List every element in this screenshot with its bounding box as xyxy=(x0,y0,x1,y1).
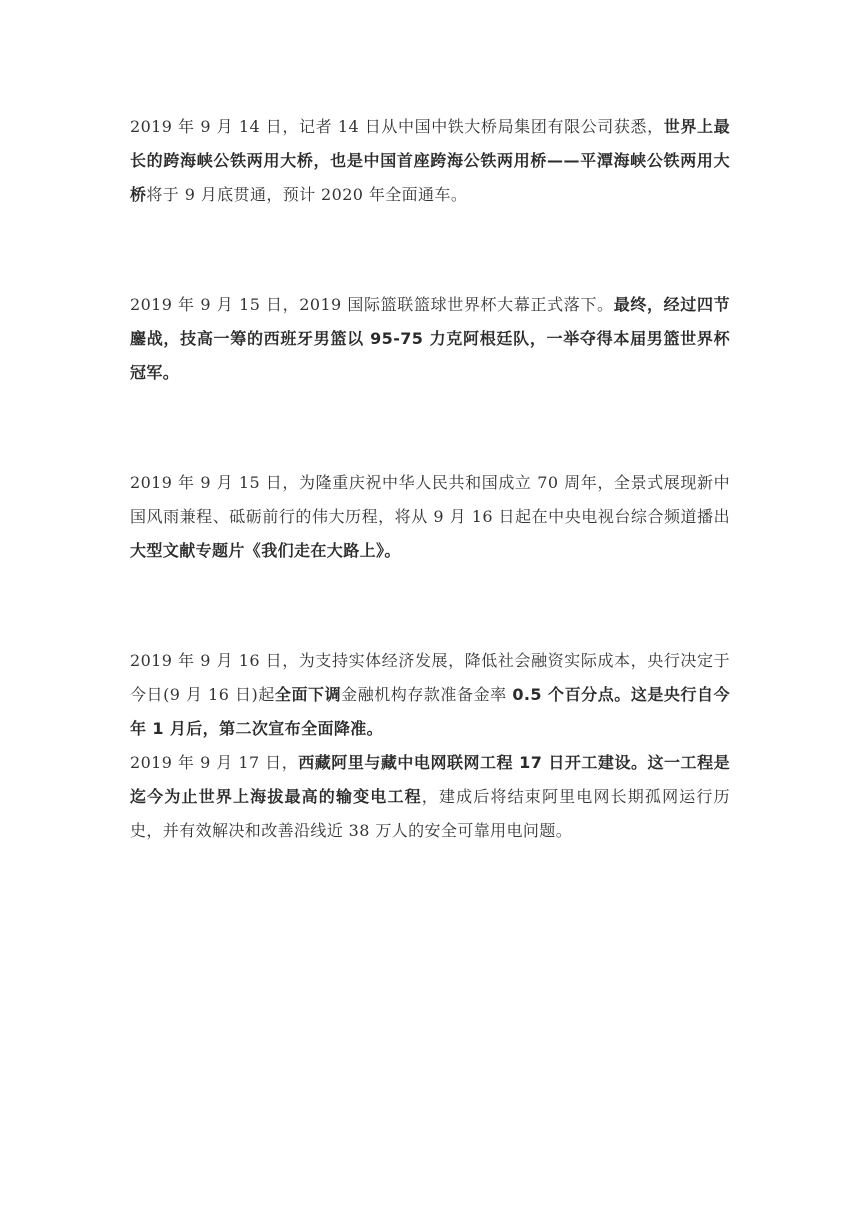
paragraph-gap xyxy=(130,568,730,644)
news-paragraph-5 xyxy=(130,746,730,848)
news-paragraph-2 xyxy=(130,288,730,390)
news-2-segment-1: 2019 年 9 月 15 日，2019 国际篮联篮球世界杯大幕正式落下。 xyxy=(130,295,614,314)
news-4-segment-4: 0.5 个百分点。这是央行自今年 1 月后，第二次宣布全面降准。 xyxy=(130,685,730,738)
news-4-segment-2: 全面下调 xyxy=(274,685,342,704)
news-5-segment-1: 2019 年 9 月 17 日， xyxy=(130,753,299,772)
paragraph-gap xyxy=(130,212,730,288)
paragraph-gap xyxy=(130,390,730,466)
news-paragraph-1 xyxy=(130,110,730,212)
document-page xyxy=(130,110,730,848)
news-1-segment-2: 世界上最长的跨海峡公铁两用大桥，也是中国首座跨海公铁两用桥——平潭海峡公铁两用大桥 xyxy=(130,117,730,204)
news-4-segment-3: 金融机构存款准备金率 xyxy=(341,685,513,704)
news-5-segment-3: ，建成后将结束阿里电网长期孤网运行历史，并有效解决和改善沿线近 38 万人的安全可靠用电问题。 xyxy=(130,787,730,840)
news-3-segment-2: 大型文献专题片《我们走在大路上》。 xyxy=(130,541,401,560)
news-4-segment-1: 2019 年 9 月 16 日，为支持实体经济发展，降低社会融资实际成本，央行决定于今日(9 月 16 日)起 xyxy=(130,651,730,704)
news-1-segment-1: 2019 年 9 月 14 日，记者 14 日从中国中铁大桥局集团有限公司获悉， xyxy=(130,117,664,136)
news-5-segment-2: 西藏阿里与藏中电网联网工程 17 日开工建设。这一工程是迄今为止世界上海拔最高的输变电工程 xyxy=(130,753,731,806)
news-2-segment-2: 最终，经过四节鏖战，技高一筹的西班牙男篮以 95-75 力克阿根廷队，一举夺得本届男篮世界杯冠军。 xyxy=(130,295,730,382)
news-3-segment-1: 2019 年 9 月 15 日，为隆重庆祝中华人民共和国成立 70 周年，全景式展现新中国风雨兼程、砥砺前行的伟大历程，将从 9 月 16 日起在中央电视台综合频道播出 xyxy=(130,473,730,526)
news-1-segment-3: 将于 9 月底贯通，预计 2020 年全面通车。 xyxy=(146,185,468,204)
news-paragraph-3 xyxy=(130,466,730,568)
news-paragraph-4 xyxy=(130,644,730,746)
